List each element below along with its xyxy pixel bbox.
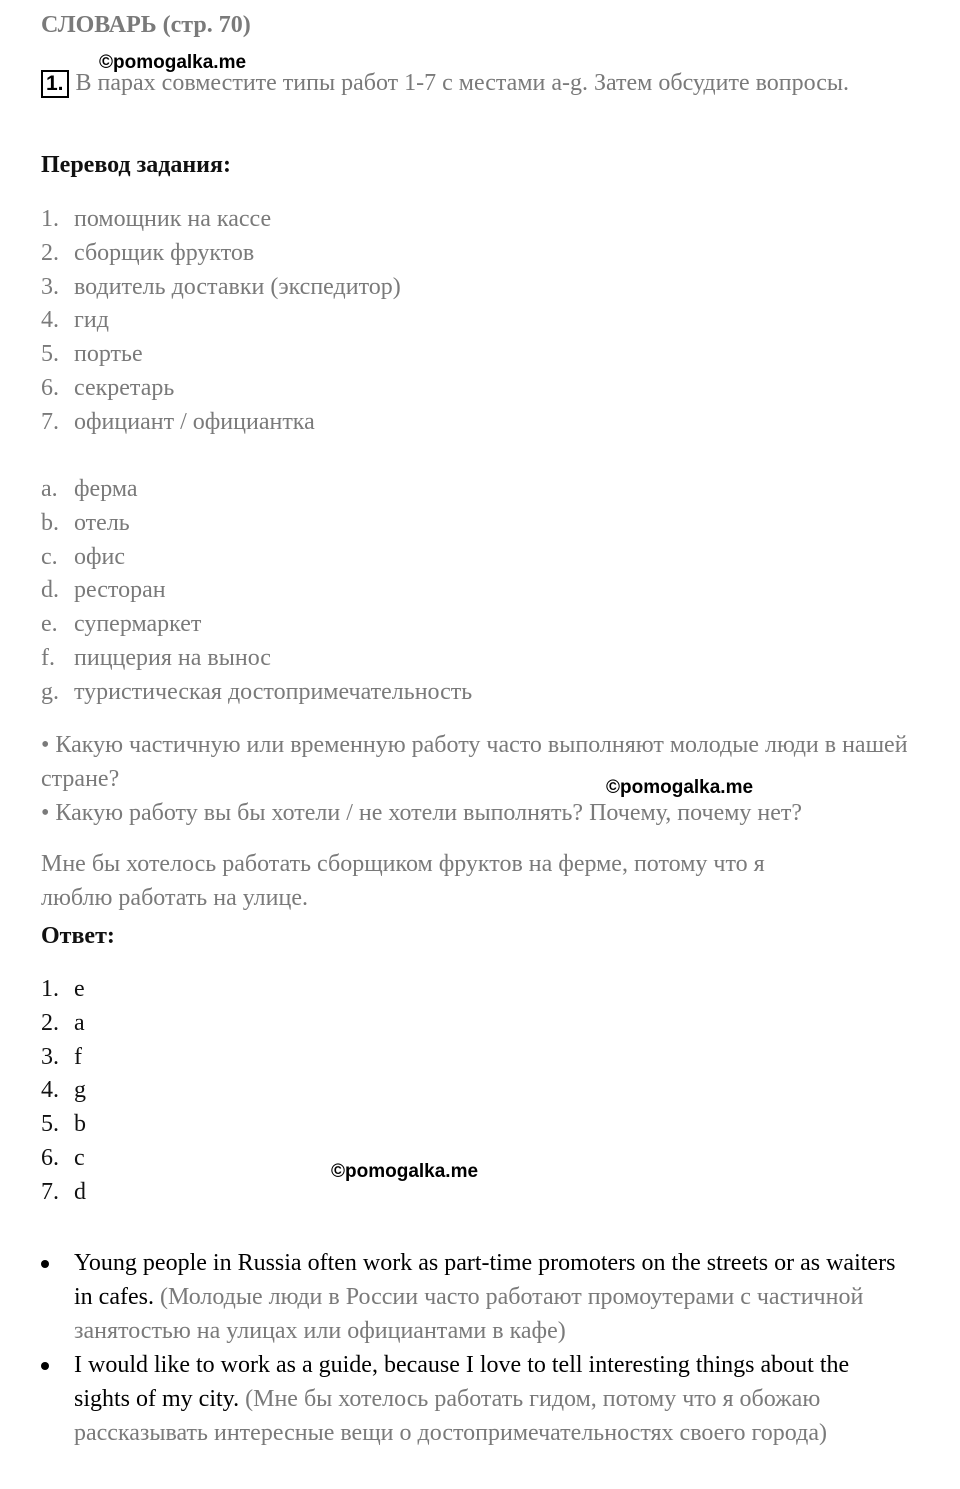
page-title: СЛОВАРЬ (стр. 70)	[41, 12, 251, 38]
jobs-list	[41, 203, 401, 440]
list-item	[41, 1348, 911, 1450]
task-instruction	[41, 66, 901, 100]
bullet-english-text: Young people in Russia often work as part-time promoters on the streets or as waiters in cafes.	[74, 1250, 896, 1310]
answers-list	[41, 973, 86, 1210]
list-item: g. туристическая достопримечательность	[41, 678, 473, 705]
list-item: 6. c	[41, 1144, 85, 1171]
question-1: • Какую частичную или временную работу часто выполняют молодые люди в нашей стране?	[41, 732, 908, 792]
list-item: d. ресторан	[41, 577, 166, 604]
list-item: 1. помощник на кассе	[41, 206, 272, 232]
bullet-russian-text: (Молодые люди в России часто работают промоутерами с частичной занятостью на улицах или официантами в кафе)	[74, 1284, 864, 1344]
list-item: c. офис	[41, 543, 126, 570]
list-item: 3. f	[41, 1043, 82, 1070]
watermark-middle: ©pomogalka.me	[606, 777, 754, 798]
bullet-dot-icon	[41, 1260, 49, 1268]
list-item: 5. b	[41, 1111, 86, 1138]
list-item: 2. сборщик фруктов	[41, 239, 255, 266]
answer-bullets	[41, 1246, 911, 1450]
bullet-english-text: I would like to work as a guide, because I love to tell interesting things about the sights of my city.	[74, 1352, 850, 1412]
bullet-russian-text: (Мне бы хотелось работать гидом, потому что я обожаю рассказывать интересные вещи о достопримечательностях своего города)	[74, 1386, 827, 1446]
answer-heading: Ответ:	[41, 923, 115, 949]
example-answer: Мне бы хотелось работать сборщиком фруктов на ферме, потому что я люблю работать на улице.	[41, 851, 765, 911]
task-number: 1.	[41, 70, 69, 98]
list-item: f. пиццерия на вынос	[41, 644, 271, 671]
list-item: e. супермаркет	[41, 611, 202, 638]
list-item: 4. g	[41, 1077, 86, 1104]
list-item: b. отель	[41, 509, 130, 536]
list-item: 2. a	[41, 1009, 85, 1036]
list-item: 6. секретарь	[41, 374, 175, 401]
list-item: 3. водитель доставки (экспедитор)	[41, 273, 401, 300]
list-item: 7. официант / официантка	[41, 408, 315, 435]
question-2: • Какую работу вы бы хотели / не хотели выполнять? Почему, почему нет?	[41, 800, 803, 826]
watermark-bottom: ©pomogalka.me	[331, 1161, 479, 1182]
watermark-top: ©pomogalka.me	[99, 52, 247, 73]
bullet-dot-icon	[41, 1362, 49, 1370]
translation-heading: Перевод задания:	[41, 152, 231, 178]
places-list	[41, 473, 472, 710]
list-item	[41, 1246, 911, 1348]
task-text: В парах совместите типы работ 1-7 с местами a-g. Затем обсудите вопросы.	[69, 70, 849, 96]
list-item: 1. e	[41, 976, 85, 1002]
list-item: a. ферма	[41, 476, 138, 502]
list-item: 4. гид	[41, 307, 109, 334]
list-item: 5. портье	[41, 341, 143, 368]
list-item: 7. d	[41, 1178, 86, 1205]
